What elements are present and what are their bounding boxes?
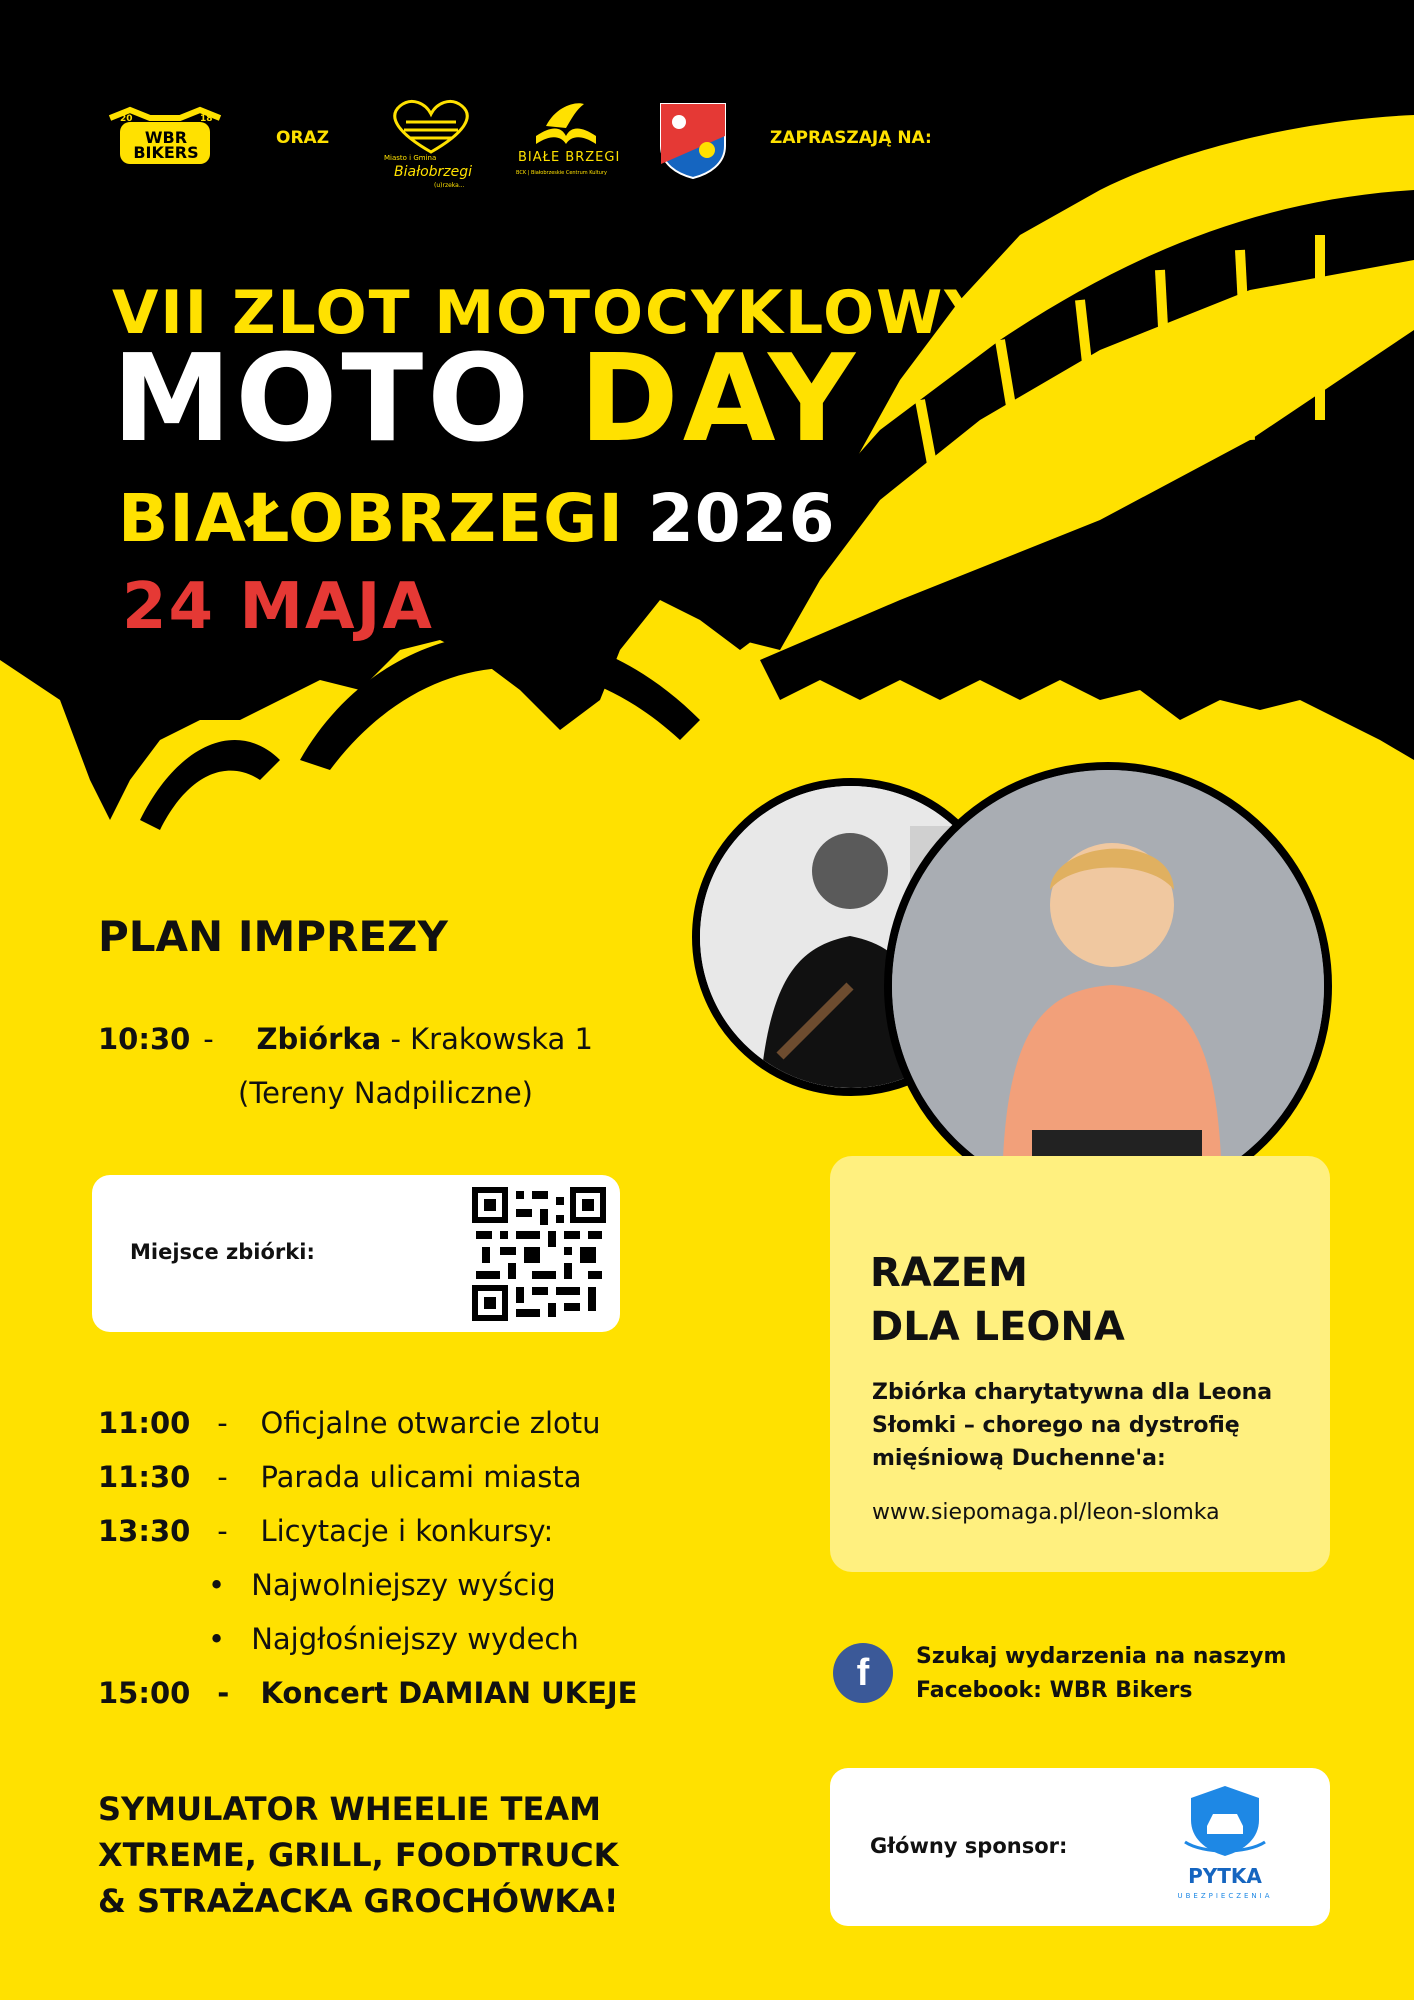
schedule-row	[98, 1460, 638, 1514]
schedule-time: 10:30	[98, 1022, 191, 1056]
extras-line: SYMULATOR WHEELIE TEAM	[98, 1790, 601, 1828]
title-moto: MOTO	[112, 330, 534, 469]
schedule-list	[98, 1406, 638, 1730]
facebook-text	[916, 1640, 1286, 1708]
schedule-time: 11:30	[98, 1460, 191, 1494]
schedule-bullet	[98, 1568, 638, 1622]
schedule-sep: -	[217, 1676, 230, 1710]
logo-bck-biale-brzegi	[506, 96, 626, 192]
title-day: DAY	[579, 330, 859, 469]
sponsor-label: Główny sponsor:	[870, 1834, 1068, 1858]
bullet-text: Najwolniejszy wyścig	[251, 1568, 556, 1602]
bullet-text: Najgłośniejszy wydech	[251, 1622, 579, 1656]
schedule-sep: -	[217, 1460, 228, 1494]
schedule-row-concert	[98, 1676, 638, 1730]
schedule-text: Koncert DAMIAN UKEJE	[260, 1676, 638, 1710]
heart-logo-icon	[376, 96, 486, 156]
facebook-page-link[interactable]: WBR Bikers	[1049, 1678, 1193, 1703]
leon-heading-line: RAZEM	[870, 1250, 1028, 1296]
facebook-line-2	[916, 1674, 1286, 1708]
qr-label: Miejsce zbiórki:	[130, 1240, 315, 1264]
schedule-text: - Krakowska 1	[390, 1022, 593, 1056]
sponsor-card	[830, 1768, 1330, 1926]
leon-description	[872, 1376, 1272, 1475]
wbr-year-right: 18	[200, 114, 213, 124]
leon-desc-line: Zbiórka charytatywna dla Leona	[872, 1380, 1273, 1405]
logo-wbr-bikers	[100, 100, 230, 170]
event-date: 24 MAJA	[122, 570, 434, 644]
book-bird-logo-icon	[506, 96, 626, 148]
event-title	[112, 330, 859, 469]
plan-heading: PLAN IMPREZY	[98, 912, 448, 961]
wbr-year-left: 20	[120, 114, 133, 124]
schedule-time: 11:00	[98, 1406, 191, 1440]
facebook-line: Szukaj wydarzenia na naszym	[916, 1644, 1287, 1669]
leon-heading-line: DLA LEONA	[870, 1304, 1125, 1350]
coat-of-arms-logo	[657, 100, 729, 180]
leon-photo	[884, 762, 1332, 1210]
schedule-text: Licytacje i konkursy:	[260, 1514, 554, 1548]
coat-of-arms-icon	[657, 100, 729, 180]
extras-line: XTREME, GRILL, FOODTRUCK	[98, 1836, 619, 1874]
leon-url-link[interactable]: www.siepomaga.pl/leon-slomka	[872, 1500, 1220, 1525]
bck-logo-name: BIAŁE BRZEGI	[518, 150, 621, 165]
schedule-row-first	[98, 1022, 593, 1056]
oraz-label: ORAZ	[276, 128, 330, 148]
leon-heading	[870, 1246, 1125, 1354]
wbr-bikers-logo-text: WBR BIKERS	[133, 128, 199, 162]
qr-code-icon[interactable]	[472, 1187, 606, 1321]
schedule-text: Parada ulicami miasta	[260, 1460, 582, 1494]
bullet-dot: •	[208, 1622, 226, 1656]
schedule-bullet	[98, 1622, 638, 1676]
extras-line: & STRAŻACKA GROCHÓWKA!	[98, 1882, 619, 1920]
title-year: 2026	[647, 480, 836, 557]
leon-desc-line: mięśniową Duchenne'a:	[872, 1446, 1166, 1471]
facebook-prefix: Facebook:	[916, 1678, 1042, 1703]
leon-fundraiser-card	[830, 1156, 1330, 1572]
zapraszaja-label: ZAPRASZAJĄ NA:	[770, 128, 932, 148]
bialobrzegi-logo-tag: (u)rzeka...	[434, 182, 465, 189]
title-city: BIAŁOBRZEGI	[118, 480, 624, 557]
schedule-row	[98, 1514, 638, 1568]
qr-card	[92, 1175, 620, 1332]
schedule-time: 15:00	[98, 1676, 191, 1710]
event-city-year	[118, 480, 836, 557]
schedule-sep: -	[203, 1022, 214, 1056]
sponsor-sub: UBEZPIECZENIA	[1177, 1892, 1273, 1900]
schedule-sep: -	[217, 1514, 228, 1548]
schedule-row-first-line2: (Tereny Nadpiliczne)	[238, 1076, 533, 1110]
extras-block	[98, 1786, 619, 1924]
facebook-icon[interactable]: f	[833, 1643, 893, 1703]
child-silhouette-icon	[892, 770, 1324, 1202]
sponsor-name: PYTKA	[1188, 1864, 1262, 1888]
schedule-row	[98, 1406, 638, 1460]
bialobrzegi-logo-small: Miasto i Gmina	[384, 154, 437, 162]
logo-miasto-bialobrzegi	[376, 96, 486, 192]
schedule-text: Oficjalne otwarcie zlotu	[260, 1406, 601, 1440]
sponsor-logo	[1160, 1782, 1290, 1914]
bck-logo-sub: BCK | Białobrzeskie Centrum Kultury	[516, 170, 607, 176]
schedule-time: 13:30	[98, 1514, 191, 1548]
event-subtitle: VII ZLOT MOTOCYKLOWY	[112, 278, 990, 348]
leon-desc-line: Słomki – chorego na dystrofię	[872, 1413, 1240, 1438]
schedule-sep: -	[217, 1406, 228, 1440]
schedule-bold-text: Zbiórka	[256, 1022, 382, 1056]
bullet-dot: •	[208, 1568, 226, 1602]
pytka-shield-icon	[1183, 1782, 1267, 1858]
bialobrzegi-logo-name: Białobrzegi	[394, 164, 473, 180]
